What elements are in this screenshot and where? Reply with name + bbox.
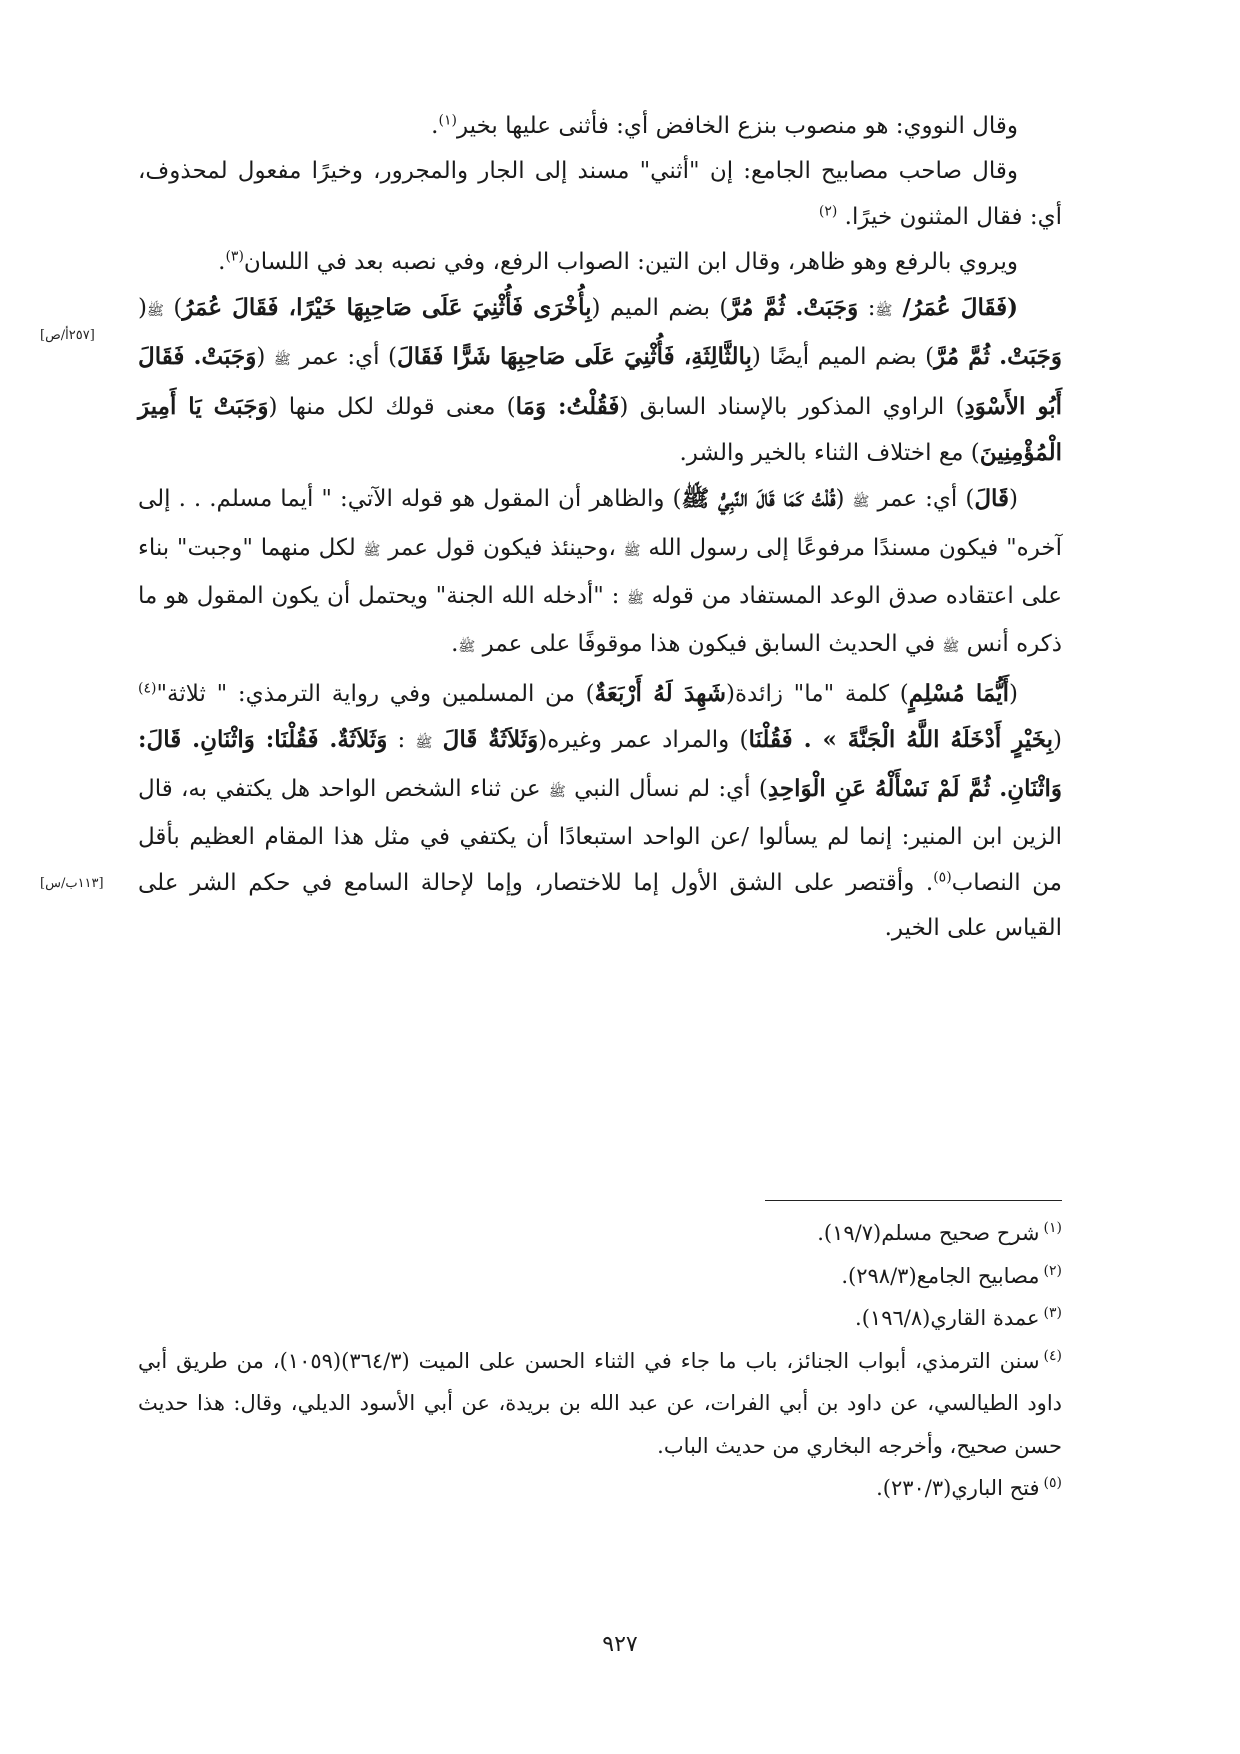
commentary-text: لكل منهما "وجبت" بناء على اعتقاده صدق الوعد المستفاد من قوله [138,534,1063,609]
paragraph-masabih [138,149,1062,240]
footnote-3 [138,1297,1062,1340]
footnote-number: (٢) [1043,1262,1062,1279]
commentary-text: ( [138,295,147,322]
commentary-text: ) من المسلمين وفي رواية الترمذي: " ثلاثة" [156,680,595,707]
footnote-text: سنن الترمذي، أبواب الجنائز، باب ما جاء في الثناء الحسن على الميت (٣٦٤/٣)(١٠٥٩)، من طريق أبي داود الطيالسي، عن داود بن أبي الفرات، عن عبد الله بن بريدة، عن أبي الأسود الديلي، وقال: هذا حديث حسن صحيح، وأخرجه البخاري من حديث الباب. [138,1348,1062,1458]
commentary-text: ( [835,486,853,513]
hadith-text: بِأُخْرَى فَأُثْنِيَ عَلَى صَاحِبِهَا خَيْرًا، فَقَالَ عُمَرُ [182,294,592,322]
paragraph-nawawi [138,104,1062,149]
footnote-ref: (٤) [138,679,157,696]
honorific-glyph: ﷺ [548,784,566,801]
honorific-glyph: ﷺ [146,303,164,320]
commentary-text: ) معنى قولك لكل منها ( [268,393,516,420]
commentary-text: ،وحينئذ فيكون قول عمر [380,534,624,561]
honorific-glyph: ﷺ [875,303,893,320]
commentary-text: ) والظاهر أن المقول هو قوله الآتي: " أيما مسلم. . . إلى آخره" فيكون مسندًا مرفوعًا إلى رسول الله [138,486,1062,561]
hadith-text: وَجَبَتْ يَا أَمِيرَ الْمُؤْمِنِينَ [138,392,1062,467]
footnote-2 [138,1255,1062,1298]
commentary-text: ( [1009,680,1018,707]
commentary-text: ) مع اختلاف الثناء بالخير والشر. [679,440,980,467]
commentary-text: ) أي: عمر [869,486,975,513]
honorific-glyph: ﷺ [273,352,291,369]
commentary-text: . [431,113,439,139]
commentary-text: ) بضم الميم ( [591,295,729,322]
main-text [138,104,1062,951]
hadith-text: فَقُلْتُ: وَمَا [515,392,620,420]
commentary-text: ( [256,344,274,371]
margin-note-folio-257a: [٢٥٧أ/ص] [40,328,95,343]
commentary-text: . [451,631,459,658]
honorific-glyph: ﷺ [415,734,433,751]
hadith-text: وَثَلاَثَةٌ. فَقُلْنَا: وَاثْنَانِ. قَالَ: وَاثْنَانِ. ثُمَّ لَمْ نَسْأَلْهُ عَنِ الْوَاحِدِ [138,725,1062,803]
commentary-text: في الحديث السابق فيكون هذا موقوفًا على عمر [475,631,943,658]
hadith-text: قَالَ [974,485,1010,513]
commentary-text: ( [1053,726,1063,753]
commentary-text: ) كلمة "ما" زائدة( [725,680,909,707]
hadith-text: وَثَلاَثَةٌ قَالَ [442,725,539,753]
commentary-text: ) أي: لم نسأل النبي [565,776,768,803]
footnote-text: عمدة القاري(١٩٦/٨). [855,1306,1040,1330]
commentary-text: ) الراوي المذكور بالإسناد السابق ( [619,393,965,420]
page-number: ٩٢٧ [602,1632,638,1657]
commentary-text: : [858,295,876,322]
paragraph-ibn-al-tin [138,240,1062,285]
honorific-glyph: ﷺ [623,542,641,559]
hadith-text: أَيُّمَا مُسْلِمٍ [908,679,1010,707]
footnote-text: شرح صحيح مسلم(١٩/٧). [817,1221,1040,1245]
commentary-text: . وأقتصر على الشق الأول إما للاختصار، وإما لإحالة السامع في حكم الشر على القياس على الخير. [138,869,1062,942]
commentary-text: ) والمراد عمر وغيره( [538,726,749,753]
footnote-5 [138,1467,1062,1510]
paragraph-qala [138,476,1062,670]
commentary-text: ) [163,295,183,322]
hadith-text: وَجَبَتْ. ثُمَّ مُرَّ [728,294,859,322]
hadith-text: بِالثَّالِثَةِ، فَأُثْنِيَ عَلَى صَاحِبِهَا شَرًّا فَقَالَ [396,343,752,371]
commentary-text: وقال النووي: هو منصوب بنزع الخافض أي: فأثنى عليها بخير [456,113,1018,139]
footnote-ref: (٥) [933,869,952,886]
hadith-text: (فَقَالَ عُمَرُ/ [892,294,1019,322]
margin-note-folio-113b: [١١٣ب/س] [40,876,104,891]
hadith-text: بِخَيْرٍ أَدْخَلَهُ اللَّهُ الْجَنَّةَ » . فَقُلْنَا [748,725,1054,753]
commentary-text: ) أي: عمر [290,344,397,371]
footnote-divider [765,1200,1062,1201]
footnote-4 [138,1340,1062,1468]
footnote-ref: (١) [438,112,457,129]
honorific-glyph: ﷺ [852,494,870,511]
paragraph-ayyuma-muslim [138,671,1062,952]
honorific-glyph: ﷺ [363,542,381,559]
hadith-text: وَجَبَتْ. ثُمَّ مُرَّ [934,343,1063,371]
hadith-text: وَجَبَتْ. فَقَالَ أَبُو الأَسْوَدِ [138,343,1063,420]
footnote-ref: (٣) [225,248,244,265]
footnote-number: (١) [1043,1220,1062,1236]
hadith-text: شَهِدَ لَهُ أَرْبَعَةٌ [594,679,726,707]
footnote-text: فتح الباري(٢٣٠/٣). [876,1476,1040,1500]
commentary-text: . [218,248,226,275]
footnote-number: (٤) [1043,1347,1063,1364]
footnote-number: (٥) [1043,1475,1062,1491]
commentary-text: عن ثناء الشخص الواحد هل يكتفي به، قال الزين ابن المنير: إنما لم يسألوا /عن الواحد استبعادًا أن يكتفي في مثل هذا المقام العظيم بأقل من النصاب [138,776,1062,896]
commentary-text: ( [1009,486,1019,513]
honorific-glyph: ﷺ [458,639,476,656]
commentary-text: وقال صاحب مصابيح الجامع: إن "أثني" مسند إلى الجار والمجرور، وخيرًا مفعول لمحذوف، أي: فقال المثنون خيرًا. [138,158,1062,230]
footnote-1 [138,1212,1062,1255]
footnote-number: (٣) [1043,1305,1062,1321]
commentary-text: ويروي بالرفع وهو ظاهر، وقال ابن التين: الصواب الرفع، وفي نصبه بعد في اللسان [243,248,1018,275]
footnotes [138,1212,1062,1510]
footnote-text: مصابيح الجامع(٢٩٨/٣). [841,1263,1040,1288]
honorific-glyph: ﷺ [942,639,960,656]
commentary-text [432,727,442,753]
honorific-glyph: ﷺ [627,590,644,607]
commentary-text: ) بضم الميم أيضًا ( [751,344,935,371]
commentary-text: : [387,726,416,753]
commentary-text: : "أدخله الله الجنة" ويحتمل أن يكون المقول هو ما ذكره أنس [138,582,1062,658]
footnote-ref: (٢) [818,202,838,219]
paragraph-hadith-umar [138,285,1062,476]
hadith-text: قُلْتُ كَمَا قَالَ النَّبِيُّ ﷺ [681,485,836,513]
